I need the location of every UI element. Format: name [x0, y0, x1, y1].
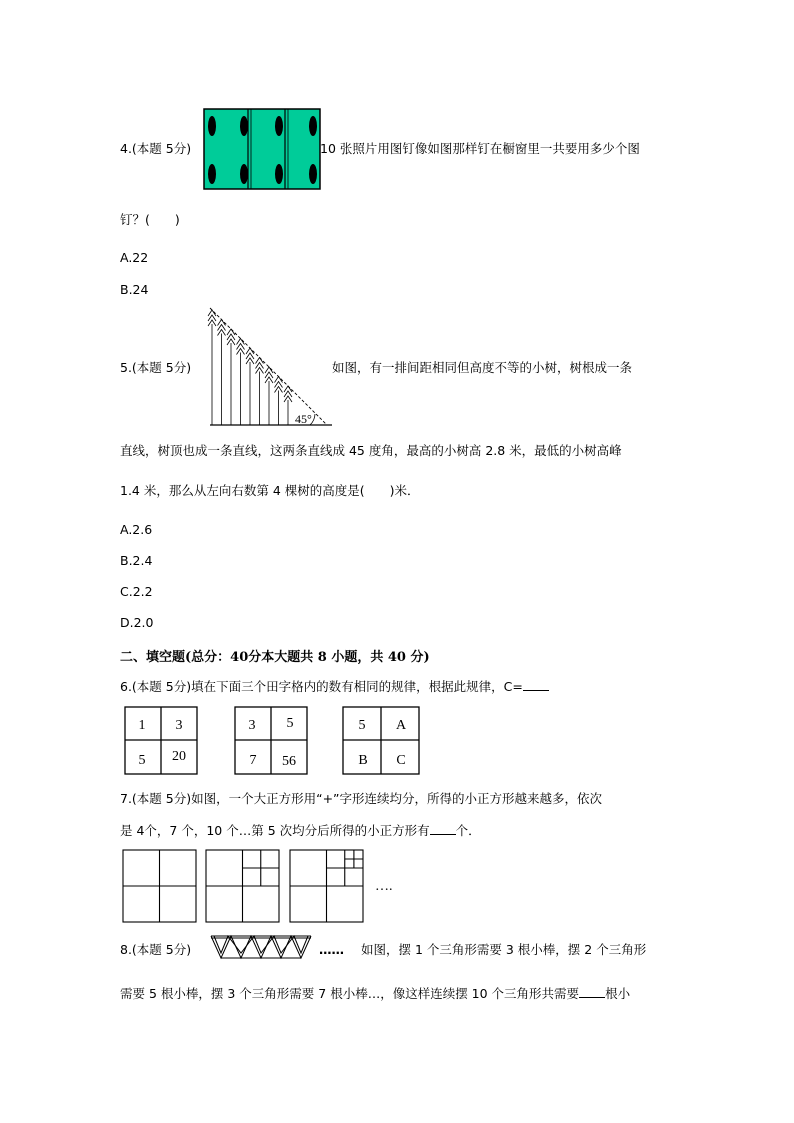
tree-icon	[208, 310, 216, 425]
q6-grid1-cell2: 3	[175, 718, 183, 733]
q6-grid3-cell1: 5	[358, 718, 366, 733]
pin-icon	[309, 116, 317, 136]
pin-icon	[275, 116, 283, 136]
tree-icon	[227, 329, 235, 425]
pin-icon	[240, 164, 248, 184]
q5-text-line2: 直线，树顶也成一条直线，这两条直线成 45 度角，最高的小树高 2.8 米，最低的小树高峰	[120, 443, 622, 458]
q8-dots: ……	[319, 942, 344, 957]
q5-text: 如图，有一排间距相同但高度不等的小树，树根成一条	[332, 360, 633, 375]
q7-text-row2	[120, 822, 481, 839]
q5-option-d: D.2.0	[120, 615, 154, 630]
q4-photo-figure	[203, 108, 321, 190]
pin-icon	[208, 116, 216, 136]
q4-photo-board	[204, 109, 320, 189]
q6-grid3-cell3: B	[358, 753, 368, 768]
tree-icon	[246, 348, 254, 425]
q6-grid1-cell1: 1	[138, 718, 146, 733]
q7-text-line1: 7.(本题 5分)如图，一个大正方形用“+”字形连续均分，所得的小正方形越来越多，依次	[120, 791, 603, 806]
q8-prefix: 8.(本题 5分)	[120, 942, 192, 957]
q5-option-a: A.2.6	[120, 522, 153, 537]
q5-angle-label: 45°	[295, 412, 312, 426]
q7-squares-figure	[120, 848, 405, 924]
tree-icon	[218, 320, 226, 426]
q6-answer-blank	[523, 678, 549, 691]
q4-prefix: 4.(本题 5分)	[120, 141, 192, 156]
q6-grid1-cell4: 20	[172, 749, 186, 764]
q6-grid2-cell1: 3	[248, 718, 256, 733]
q8-text: 如图，摆 1 个三角形需要 3 根小棒，摆 2 个三角形	[361, 942, 647, 957]
q5-tree-figure	[202, 302, 334, 429]
q6-text-row	[120, 678, 549, 695]
q5-text-line3: 1.4 米，那么从左向右数第 4 棵树的高度是( )米．	[120, 483, 420, 498]
pin-icon	[208, 164, 216, 184]
q5-option-b: B.2.4	[120, 553, 153, 568]
q4-text-line2: 钉？( )	[120, 212, 180, 227]
section-title: 二、填空题(总分：40分本大题共 8 小题，共 40 分)	[120, 650, 430, 665]
q5-prefix: 5.(本题 5分)	[120, 360, 192, 375]
q6-grid2-cell2: 5	[286, 716, 294, 731]
q4-option-a: A.22	[120, 250, 149, 265]
q7-ellipsis: ….	[375, 879, 393, 894]
q8-text-line2a: 需要 5 根小棒，摆 3 个三角形需要 7 根小棒…，像这样连续摆 10 个三角形共需要	[120, 986, 580, 1001]
q5-option-c: C.2.2	[120, 584, 153, 599]
q6-grid2-cell3: 7	[249, 753, 257, 768]
q7-text-line2b: 个．	[455, 823, 481, 838]
q6-grid1-cell3: 5	[138, 753, 146, 768]
q6-grid2-cell4: 56	[282, 754, 296, 769]
q8-text-row2	[120, 985, 630, 1002]
tree-icon	[284, 386, 292, 425]
pin-icon	[240, 116, 248, 136]
q8-answer-blank	[579, 985, 605, 998]
q6-grid3-cell4: C	[396, 753, 406, 768]
tree-icon	[237, 339, 245, 426]
q7-answer-blank	[430, 822, 456, 835]
q6-grid3-cell2: A	[395, 718, 407, 733]
q4-option-b: B.24	[120, 282, 149, 297]
q8-text-line2b: 根小	[605, 986, 631, 1001]
tree-icon	[275, 377, 283, 426]
tree-icon	[265, 367, 273, 425]
q4-text: 10 张照片用图钉像如图那样钉在橱窗里一共要用多少个图	[320, 141, 640, 156]
q7-text-line2a: 是 4个，7 个，10 个…第 5 次均分后所得的小正方形有	[120, 823, 430, 838]
pin-icon	[275, 164, 283, 184]
q6-grids-figure	[122, 704, 422, 776]
q8-triangles-figure	[208, 933, 318, 961]
pin-icon	[309, 164, 317, 184]
q6-text: 6.(本题 5分)填在下面三个田字格内的数有相同的规律，根据此规律，C=	[120, 679, 523, 694]
tree-icon	[256, 358, 264, 426]
